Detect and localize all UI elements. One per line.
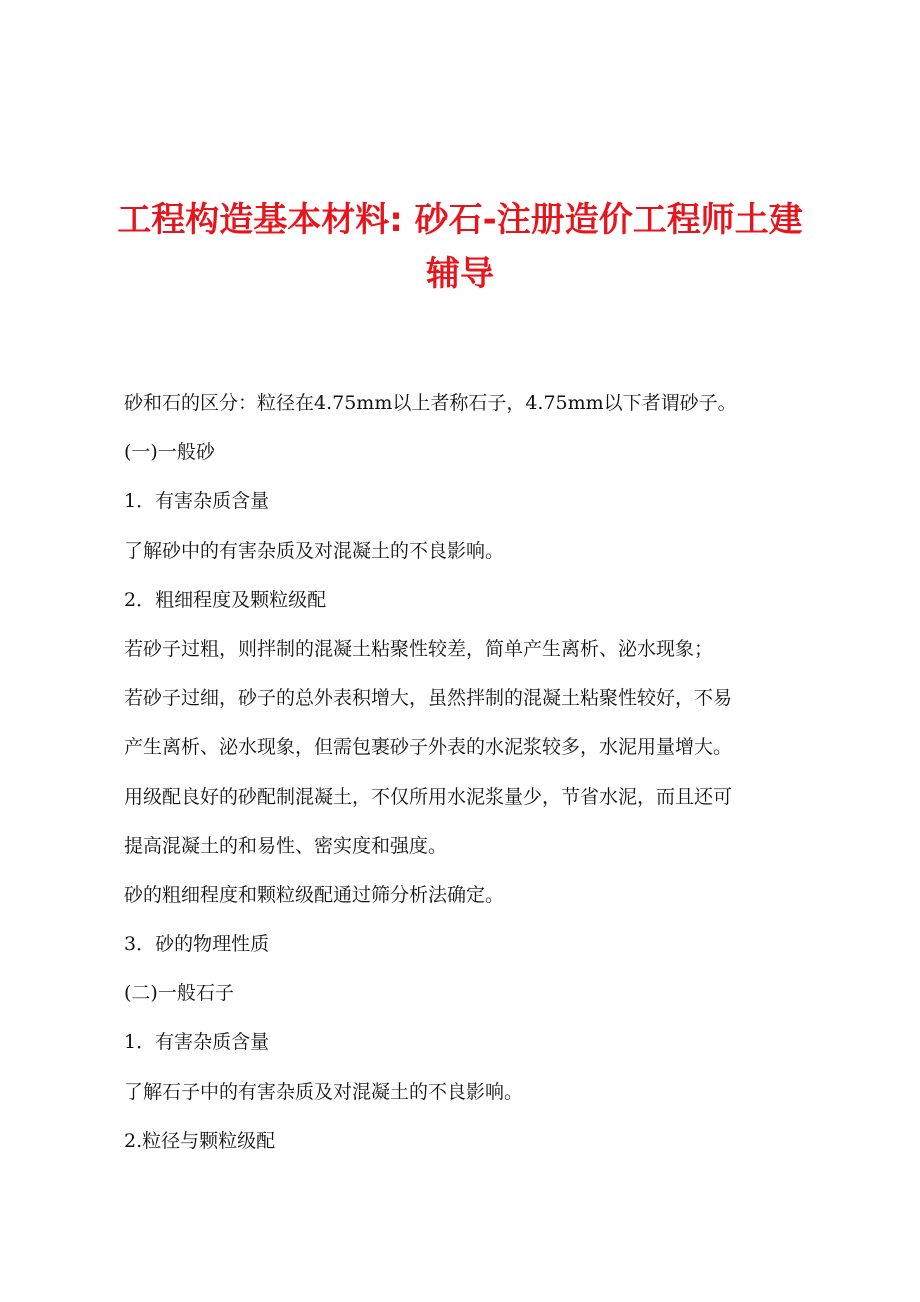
subheading-physical-properties: 3．砂的物理性质 [124, 933, 270, 956]
paragraph-good-gradation-line-1: 用级配良好的砂配制混凝土，不仅所用水泥浆量少，节省水泥，而且还可 [124, 785, 733, 808]
document-body [124, 379, 824, 1166]
subheading-stone-harmful-impurities: 1．有害杂质含量 [124, 1031, 270, 1054]
paragraph-stone-impurities: 了解石子中的有害杂质及对混凝土的不良影响。 [124, 1080, 524, 1103]
title-line-1: 工程构造基本材料: 砂石-注册造价工程师土建 [117, 200, 803, 240]
paragraph-sand-impurities: 了解砂中的有害杂质及对混凝土的不良影响。 [124, 539, 505, 562]
document-title [100, 193, 820, 301]
title-line-2: 辅导 [426, 254, 494, 294]
subheading-fineness-gradation: 2．粗细程度及颗粒级配 [124, 588, 327, 611]
subheading-particle-size-gradation: 2.粒径与颗粒级配 [124, 1129, 276, 1152]
subheading-harmful-impurities: 1．有害杂质含量 [124, 490, 270, 513]
paragraph-sand-stone-distinction: 砂和石的区分：粒径在4.75mm以上者称石子，4.75mm以下者谓砂子。 [124, 392, 737, 414]
heading-general-sand: (一)一般砂 [124, 441, 215, 464]
paragraph-good-gradation-line-2: 提高混凝土的和易性、密实度和强度。 [124, 834, 448, 857]
paragraph-coarse-sand: 若砂子过粗，则拌制的混凝土粘聚性较差，简单产生离析、泌水现象； [124, 637, 714, 660]
heading-general-stone: (二)一般石子 [124, 982, 234, 1005]
paragraph-fine-sand-line-2: 产生离析、泌水现象，但需包裹砂子外表的水泥浆较多，水泥用量增大。 [124, 736, 733, 759]
paragraph-sieve-analysis: 砂的粗细程度和颗粒级配通过筛分析法确定。 [124, 883, 505, 906]
paragraph-fine-sand-line-1: 若砂子过细，砂子的总外表积增大，虽然拌制的混凝土粘聚性较好，不易 [124, 687, 733, 710]
